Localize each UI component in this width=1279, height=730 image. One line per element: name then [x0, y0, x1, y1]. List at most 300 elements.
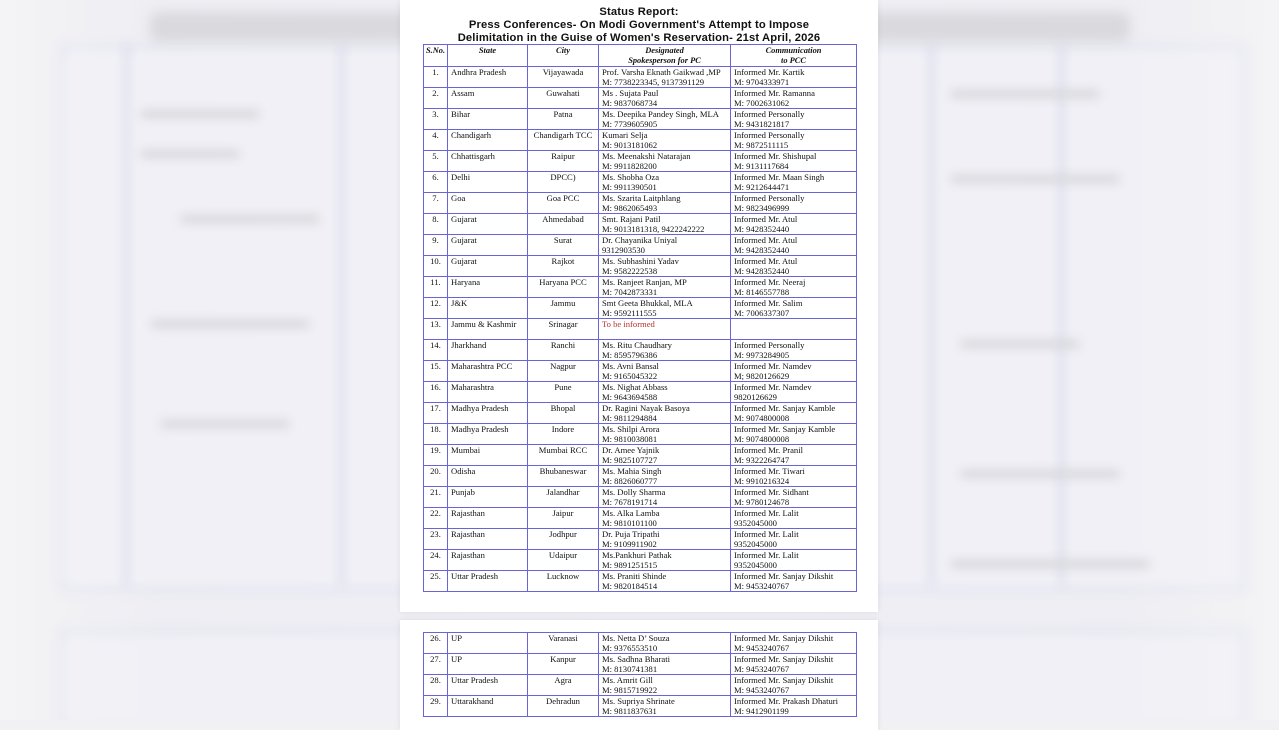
spokesperson-phone: M: 9582222538	[602, 266, 658, 276]
cell-spokesperson	[599, 403, 731, 424]
cell-spokesperson	[599, 67, 731, 88]
background-column-line	[340, 45, 343, 585]
spokesperson-phone: M: 9376553510	[602, 643, 658, 653]
cell-sno	[424, 487, 448, 508]
communication-phone: M: 9412901199	[734, 706, 789, 716]
cell-spokesperson	[599, 445, 731, 466]
communication-status: Informed Mr. Sidhant	[734, 487, 809, 497]
spokesperson-name: Ms. Shilpi Arora	[602, 424, 660, 434]
spokesperson-phone: M: 9643694588	[602, 392, 658, 402]
cell-state: J&K	[448, 298, 528, 319]
spokesperson-name: Ms. Avni Bansal	[602, 361, 659, 371]
report-subtitle-line2: Delimitation in the Guise of Women's Reservation- 21st April, 2026	[457, 32, 821, 44]
cell-city: Vijayawada	[528, 67, 599, 88]
table-header-row	[424, 45, 857, 67]
communication-status: Informed Mr. Salim	[734, 298, 803, 308]
cell-spokesperson	[599, 633, 731, 654]
cell-state: Odisha	[448, 466, 528, 487]
communication-phone: 9820126629	[734, 392, 777, 402]
communication-phone: M: 9074800008	[734, 413, 790, 423]
communication-phone: 9352045000	[734, 518, 777, 528]
cell-state: Bihar	[448, 109, 528, 130]
background-text-blur	[140, 150, 240, 158]
cell-state: Maharashtra	[448, 382, 528, 403]
communication-phone: M; 9820126629	[734, 371, 790, 381]
cell-sno	[424, 361, 448, 382]
spokesperson-phone	[602, 329, 730, 339]
cell-city: DPCC)	[528, 172, 599, 193]
cell-communication	[731, 130, 857, 151]
table-row	[424, 445, 857, 466]
cell-communication	[731, 424, 857, 445]
communication-phone: M: 9428352440	[734, 224, 790, 234]
cell-state: UP	[448, 633, 528, 654]
communication-status: Informed Mr. Namdev	[734, 361, 812, 371]
spokesperson-phone: M: 9592111555	[602, 308, 657, 318]
cell-spokesperson	[599, 340, 731, 361]
cell-communication	[731, 529, 857, 550]
table-row	[424, 529, 857, 550]
cell-city: Jodhpur	[528, 529, 599, 550]
spokesperson-phone: M: 9911390501	[602, 182, 657, 192]
communication-status: Informed Mr. Sanjay Kamble	[734, 424, 836, 434]
communication-status: Informed Mr. Atul	[734, 214, 798, 224]
sno-text: 23.	[430, 529, 441, 539]
cell-city: Pune	[528, 382, 599, 403]
cell-sno	[424, 550, 448, 571]
cell-sno	[424, 130, 448, 151]
background-text-blur	[960, 470, 1120, 478]
cell-sno	[424, 529, 448, 550]
cell-spokesperson	[599, 654, 731, 675]
spokesperson-phone: M: 7042873331	[602, 287, 658, 297]
cell-city: Ahmedabad	[528, 214, 599, 235]
background-text-blur	[150, 320, 310, 328]
background-text-blur	[950, 90, 1100, 98]
header-sno: S.No.	[424, 45, 448, 67]
cell-state: Madhya Pradesh	[448, 424, 528, 445]
cell-city: Patna	[528, 109, 599, 130]
communication-phone: M: 9074800008	[734, 434, 790, 444]
communication-phone: 9352045000	[734, 560, 777, 570]
spokesperson-phone: M: 8826060777	[602, 476, 658, 486]
table-row	[424, 193, 857, 214]
spokesperson-name: Ms. Deepika Pandey Singh, MLA	[602, 109, 719, 119]
spokesperson-phone: M: 7739605905	[602, 119, 658, 129]
cell-communication	[731, 487, 857, 508]
communication-phone: M: 9910216324	[734, 476, 790, 486]
communication-phone: M: 9453240767	[734, 643, 790, 653]
communication-status: Informed Personally	[734, 130, 805, 140]
communication-status: Informed Mr. Ramanna	[734, 88, 815, 98]
cell-spokesperson	[599, 172, 731, 193]
communication-status: Informed Mr. Shishupal	[734, 151, 817, 161]
spokesperson-name: Ms. Sadhna Bharati	[602, 654, 671, 664]
cell-sno	[424, 675, 448, 696]
cell-communication	[731, 193, 857, 214]
spokesperson-phone: M: 9825107727	[602, 455, 658, 465]
spokesperson-name: Dr. Ragini Nayak Basoya	[602, 403, 690, 413]
header-communication-line2: to PCC	[781, 56, 806, 65]
sno-text: 29.	[430, 696, 441, 706]
header-spokesperson	[599, 45, 731, 67]
table-row	[424, 130, 857, 151]
cell-spokesperson	[599, 319, 731, 340]
sno-text: 19.	[430, 445, 441, 455]
spokesperson-phone: 9312903530	[602, 245, 645, 255]
spokesperson-name: Prof. Varsha Eknath Gaikwad ,MP	[602, 67, 721, 77]
sno-text: 25.	[430, 571, 441, 581]
sno-text: 7.	[432, 193, 439, 203]
sno-text: 28.	[430, 675, 441, 685]
cell-sno	[424, 277, 448, 298]
cell-spokesperson	[599, 508, 731, 529]
table-row	[424, 298, 857, 319]
background-column-line	[1060, 45, 1063, 585]
cell-sno	[424, 445, 448, 466]
cell-communication	[731, 214, 857, 235]
communication-status: Informed Mr. Lalit	[734, 550, 799, 560]
background-text-blur	[140, 110, 260, 118]
communication-phone: M: 7006337307	[734, 308, 790, 318]
communication-phone: M: 9704333971	[734, 77, 790, 87]
spokesperson-name: Ms. Praniti Shinde	[602, 571, 667, 581]
communication-phone: M: 8146557788	[734, 287, 790, 297]
spokesperson-name: Ms. Dolly Sharma	[602, 487, 666, 497]
table-row	[424, 696, 857, 717]
cell-spokesperson	[599, 130, 731, 151]
communication-status: Informed Mr. Atul	[734, 235, 798, 245]
cell-state: Haryana	[448, 277, 528, 298]
communication-status: Informed Mr. Neeraj	[734, 277, 806, 287]
cell-city: Mumbai RCC	[528, 445, 599, 466]
communication-status: Informed Mr. Namdev	[734, 382, 812, 392]
sno-text: 10.	[430, 256, 441, 266]
cell-city: Rajkot	[528, 256, 599, 277]
cell-sno	[424, 633, 448, 654]
cell-spokesperson	[599, 361, 731, 382]
cell-city: Raipur	[528, 151, 599, 172]
table-row	[424, 109, 857, 130]
spokesperson-phone: M: 9013181062	[602, 140, 658, 150]
communication-phone: M: 9131117684	[734, 161, 789, 171]
spokesperson-phone: M: 9811294884	[602, 413, 657, 423]
table-row	[424, 487, 857, 508]
sno-text: 15.	[430, 361, 441, 371]
spokesperson-name: Smt. Rajani Patil	[602, 214, 661, 224]
table-row	[424, 277, 857, 298]
cell-state: Delhi	[448, 172, 528, 193]
cell-city: Chandigarh TCC	[528, 130, 599, 151]
cell-sno	[424, 696, 448, 717]
communication-status	[734, 319, 856, 329]
communication-phone: M: 7002631062	[734, 98, 790, 108]
spokesperson-phone: M: 9109911902	[602, 539, 657, 549]
cell-sno	[424, 256, 448, 277]
table-row	[424, 172, 857, 193]
cell-sno	[424, 403, 448, 424]
cell-sno	[424, 214, 448, 235]
spokesperson-phone: M: 9811837631	[602, 706, 657, 716]
spokesperson-phone: M: 7678191714	[602, 497, 658, 507]
spokesperson-phone: M: 8595796386	[602, 350, 658, 360]
sno-text: 14.	[430, 340, 441, 350]
cell-communication	[731, 298, 857, 319]
cell-sno	[424, 466, 448, 487]
cell-city: Indore	[528, 424, 599, 445]
communication-status: Informed Personally	[734, 193, 805, 203]
table-row	[424, 361, 857, 382]
cell-city: Nagpur	[528, 361, 599, 382]
sno-text: 1.	[432, 67, 439, 77]
spokesperson-phone: M: 9891251515	[602, 560, 658, 570]
table-row	[424, 571, 857, 592]
cell-spokesperson	[599, 277, 731, 298]
cell-communication	[731, 256, 857, 277]
cell-communication	[731, 88, 857, 109]
table-row	[424, 319, 857, 340]
spokesperson-phone: M: 9810038081	[602, 434, 658, 444]
header-spokesperson-line1: Designated	[645, 46, 684, 55]
communication-phone: M: 9823496999	[734, 203, 790, 213]
cell-communication	[731, 340, 857, 361]
communication-status: Informed Personally	[734, 340, 805, 350]
spokesperson-name: Ms. Ritu Chaudhary	[602, 340, 672, 350]
spokesperson-phone: M: 9820184514	[602, 581, 658, 591]
communication-status: Informed Mr. Pranil	[734, 445, 803, 455]
cell-state: Uttarakhand	[448, 696, 528, 717]
sno-text: 22.	[430, 508, 441, 518]
table-row	[424, 633, 857, 654]
report-subtitle-line1: Press Conferences- On Modi Government's Attempt to Impose	[468, 19, 810, 31]
table-row	[424, 88, 857, 109]
cell-spokesperson	[599, 109, 731, 130]
cell-communication	[731, 550, 857, 571]
cell-spokesperson	[599, 424, 731, 445]
spokesperson-name: Ms. Szarita Laitphlang	[602, 193, 681, 203]
cell-state: Jharkhand	[448, 340, 528, 361]
cell-spokesperson	[599, 550, 731, 571]
spokesperson-name: Ms. Supriya Shrinate	[602, 696, 675, 706]
cell-communication	[731, 382, 857, 403]
cell-state: Jammu & Kashmir	[448, 319, 528, 340]
communication-status: Informed Mr. Sanjay Dikshit	[734, 633, 834, 643]
cell-state: Rajasthan	[448, 529, 528, 550]
communication-phone: M: 9453240767	[734, 664, 790, 674]
document-page-1	[400, 0, 878, 612]
spokesperson-phone: M: 9013181318, 9422242222	[602, 224, 705, 234]
cell-state: Mumbai	[448, 445, 528, 466]
spokesperson-phone: M: 9837068734	[602, 98, 658, 108]
cell-communication	[731, 277, 857, 298]
spokesperson-phone: M: 9165045322	[602, 371, 658, 381]
spokesperson-phone: M: 9810101100	[602, 518, 657, 528]
cell-state: Gujarat	[448, 235, 528, 256]
cell-communication	[731, 235, 857, 256]
cell-city: Varanasi	[528, 633, 599, 654]
cell-sno	[424, 67, 448, 88]
cell-city: Bhopal	[528, 403, 599, 424]
cell-communication	[731, 172, 857, 193]
cell-spokesperson	[599, 88, 731, 109]
table-row	[424, 654, 857, 675]
cell-city: Jalandhar	[528, 487, 599, 508]
report-title: Status Report:	[599, 6, 679, 18]
cell-sno	[424, 571, 448, 592]
cell-sno	[424, 508, 448, 529]
cell-spokesperson	[599, 151, 731, 172]
table-row	[424, 235, 857, 256]
cell-sno	[424, 319, 448, 340]
table-row	[424, 340, 857, 361]
table-row	[424, 256, 857, 277]
cell-state: Goa	[448, 193, 528, 214]
sno-text: 5.	[432, 151, 439, 161]
background-text-blur	[950, 560, 1150, 568]
cell-sno	[424, 193, 448, 214]
cell-state: Gujarat	[448, 214, 528, 235]
spokesperson-name: Dr. Puja Tripathi	[602, 529, 660, 539]
cell-city: Surat	[528, 235, 599, 256]
spokesperson-name: Ms. Netta D’ Souza	[602, 633, 670, 643]
cell-communication	[731, 445, 857, 466]
communication-status: Informed Mr. Sanjay Kamble	[734, 403, 836, 413]
cell-spokesperson	[599, 193, 731, 214]
cell-communication	[731, 67, 857, 88]
communication-phone: M: 9780124678	[734, 497, 790, 507]
table-row	[424, 382, 857, 403]
table-row	[424, 403, 857, 424]
communication-status: Informed Mr. Sanjay Dikshit	[734, 654, 834, 664]
cell-spokesperson	[599, 571, 731, 592]
sno-text: 26.	[430, 633, 441, 643]
cell-city: Agra	[528, 675, 599, 696]
spokesperson-name: Ms . Sujata Paul	[602, 88, 659, 98]
cell-state: Rajasthan	[448, 550, 528, 571]
cell-sno	[424, 88, 448, 109]
communication-status: Informed Mr. Prakash Dhaturi	[734, 696, 839, 706]
background-text-blur	[960, 340, 1080, 348]
sno-text: 8.	[432, 214, 439, 224]
cell-state: Chhattisgarh	[448, 151, 528, 172]
sno-text: 11.	[430, 277, 441, 287]
sno-text: 13.	[430, 319, 441, 329]
spokesperson-name: Dr. Amee Yajnik	[602, 445, 660, 455]
cell-communication	[731, 319, 857, 340]
cell-spokesperson	[599, 214, 731, 235]
cell-state: Punjab	[448, 487, 528, 508]
cell-spokesperson	[599, 466, 731, 487]
communication-status: Informed Mr. Sanjay Dikshit	[734, 675, 834, 685]
header-spokesperson-line2: Spokesperson for PC	[628, 56, 701, 65]
cell-city: Kanpur	[528, 654, 599, 675]
cell-city: Goa PCC	[528, 193, 599, 214]
cell-sno	[424, 151, 448, 172]
sno-text: 17.	[430, 403, 441, 413]
spokesperson-phone: M: 8130741381	[602, 664, 658, 674]
cell-city: Dehradun	[528, 696, 599, 717]
cell-city: Jaipur	[528, 508, 599, 529]
cell-state: Madhya Pradesh	[448, 403, 528, 424]
communication-status: Informed Personally	[734, 109, 805, 119]
cell-sno	[424, 382, 448, 403]
document-page-2	[400, 620, 878, 730]
table-row	[424, 67, 857, 88]
communication-phone: M: 9322264747	[734, 455, 790, 465]
communication-phone: 9352045000	[734, 539, 777, 549]
table-row	[424, 151, 857, 172]
cell-communication	[731, 403, 857, 424]
header-communication	[731, 45, 857, 67]
cell-state: Chandigarh	[448, 130, 528, 151]
spokesperson-phone: M: 9911828200	[602, 161, 657, 171]
cell-spokesperson	[599, 235, 731, 256]
cell-state: Uttar Pradesh	[448, 675, 528, 696]
sno-text: 16.	[430, 382, 441, 392]
cell-spokesperson	[599, 675, 731, 696]
sno-text: 2.	[432, 88, 439, 98]
cell-sno	[424, 340, 448, 361]
table-row	[424, 424, 857, 445]
cell-city: Bhubaneswar	[528, 466, 599, 487]
sno-text: 12.	[430, 298, 441, 308]
spokesperson-name: Ms. Nighat Abbass	[602, 382, 668, 392]
table-row	[424, 675, 857, 696]
cell-state: Maharashtra PCC	[448, 361, 528, 382]
cell-sno	[424, 654, 448, 675]
communication-status: Informed Mr. Lalit	[734, 508, 799, 518]
cell-sno	[424, 298, 448, 319]
sno-text: 18.	[430, 424, 441, 434]
cell-spokesperson	[599, 298, 731, 319]
table-row	[424, 214, 857, 235]
communication-phone: M: 9453240767	[734, 685, 790, 695]
spokesperson-name: Ms.Pankhuri Pathak	[602, 550, 672, 560]
spokesperson-name: To be informed	[602, 319, 655, 329]
cell-spokesperson	[599, 382, 731, 403]
background-column-line	[930, 45, 933, 585]
communication-status: Informed Mr. Maan Singh	[734, 172, 825, 182]
spokesperson-name: Ms. Mahia Singh	[602, 466, 662, 476]
cell-communication	[731, 466, 857, 487]
spokesperson-name: Kumari Selja	[602, 130, 648, 140]
cell-communication	[731, 361, 857, 382]
communication-status: Informed Mr. Lalit	[734, 529, 799, 539]
spokesperson-name: Ms. Shobha Oza	[602, 172, 660, 182]
background-text-blur	[180, 215, 320, 223]
table-row	[424, 550, 857, 571]
communication-phone: M: 9212644471	[734, 182, 790, 192]
cell-state: Rajasthan	[448, 508, 528, 529]
spokesperson-name: Ms. Meenakshi Natarajan	[602, 151, 691, 161]
table-row	[424, 466, 857, 487]
background-text-blur	[950, 175, 1120, 183]
spokesperson-phone: M: 7738223345, 9137391129	[602, 77, 705, 87]
spokesperson-name: Dr. Chayanika Uniyal	[602, 235, 678, 245]
cell-city: Srinagar	[528, 319, 599, 340]
cell-state: Gujarat	[448, 256, 528, 277]
sno-text: 9.	[432, 235, 439, 245]
sno-text: 6.	[432, 172, 439, 182]
cell-sno	[424, 109, 448, 130]
background-text-blur	[160, 420, 290, 428]
communication-phone: M: 9872511115	[734, 140, 789, 150]
communication-status: Informed Mr. Tiwari	[734, 466, 805, 476]
spokesperson-name: Ms. Alka Lamba	[602, 508, 660, 518]
sno-text: 21.	[430, 487, 441, 497]
cell-state: Assam	[448, 88, 528, 109]
cell-city: Jammu	[528, 298, 599, 319]
